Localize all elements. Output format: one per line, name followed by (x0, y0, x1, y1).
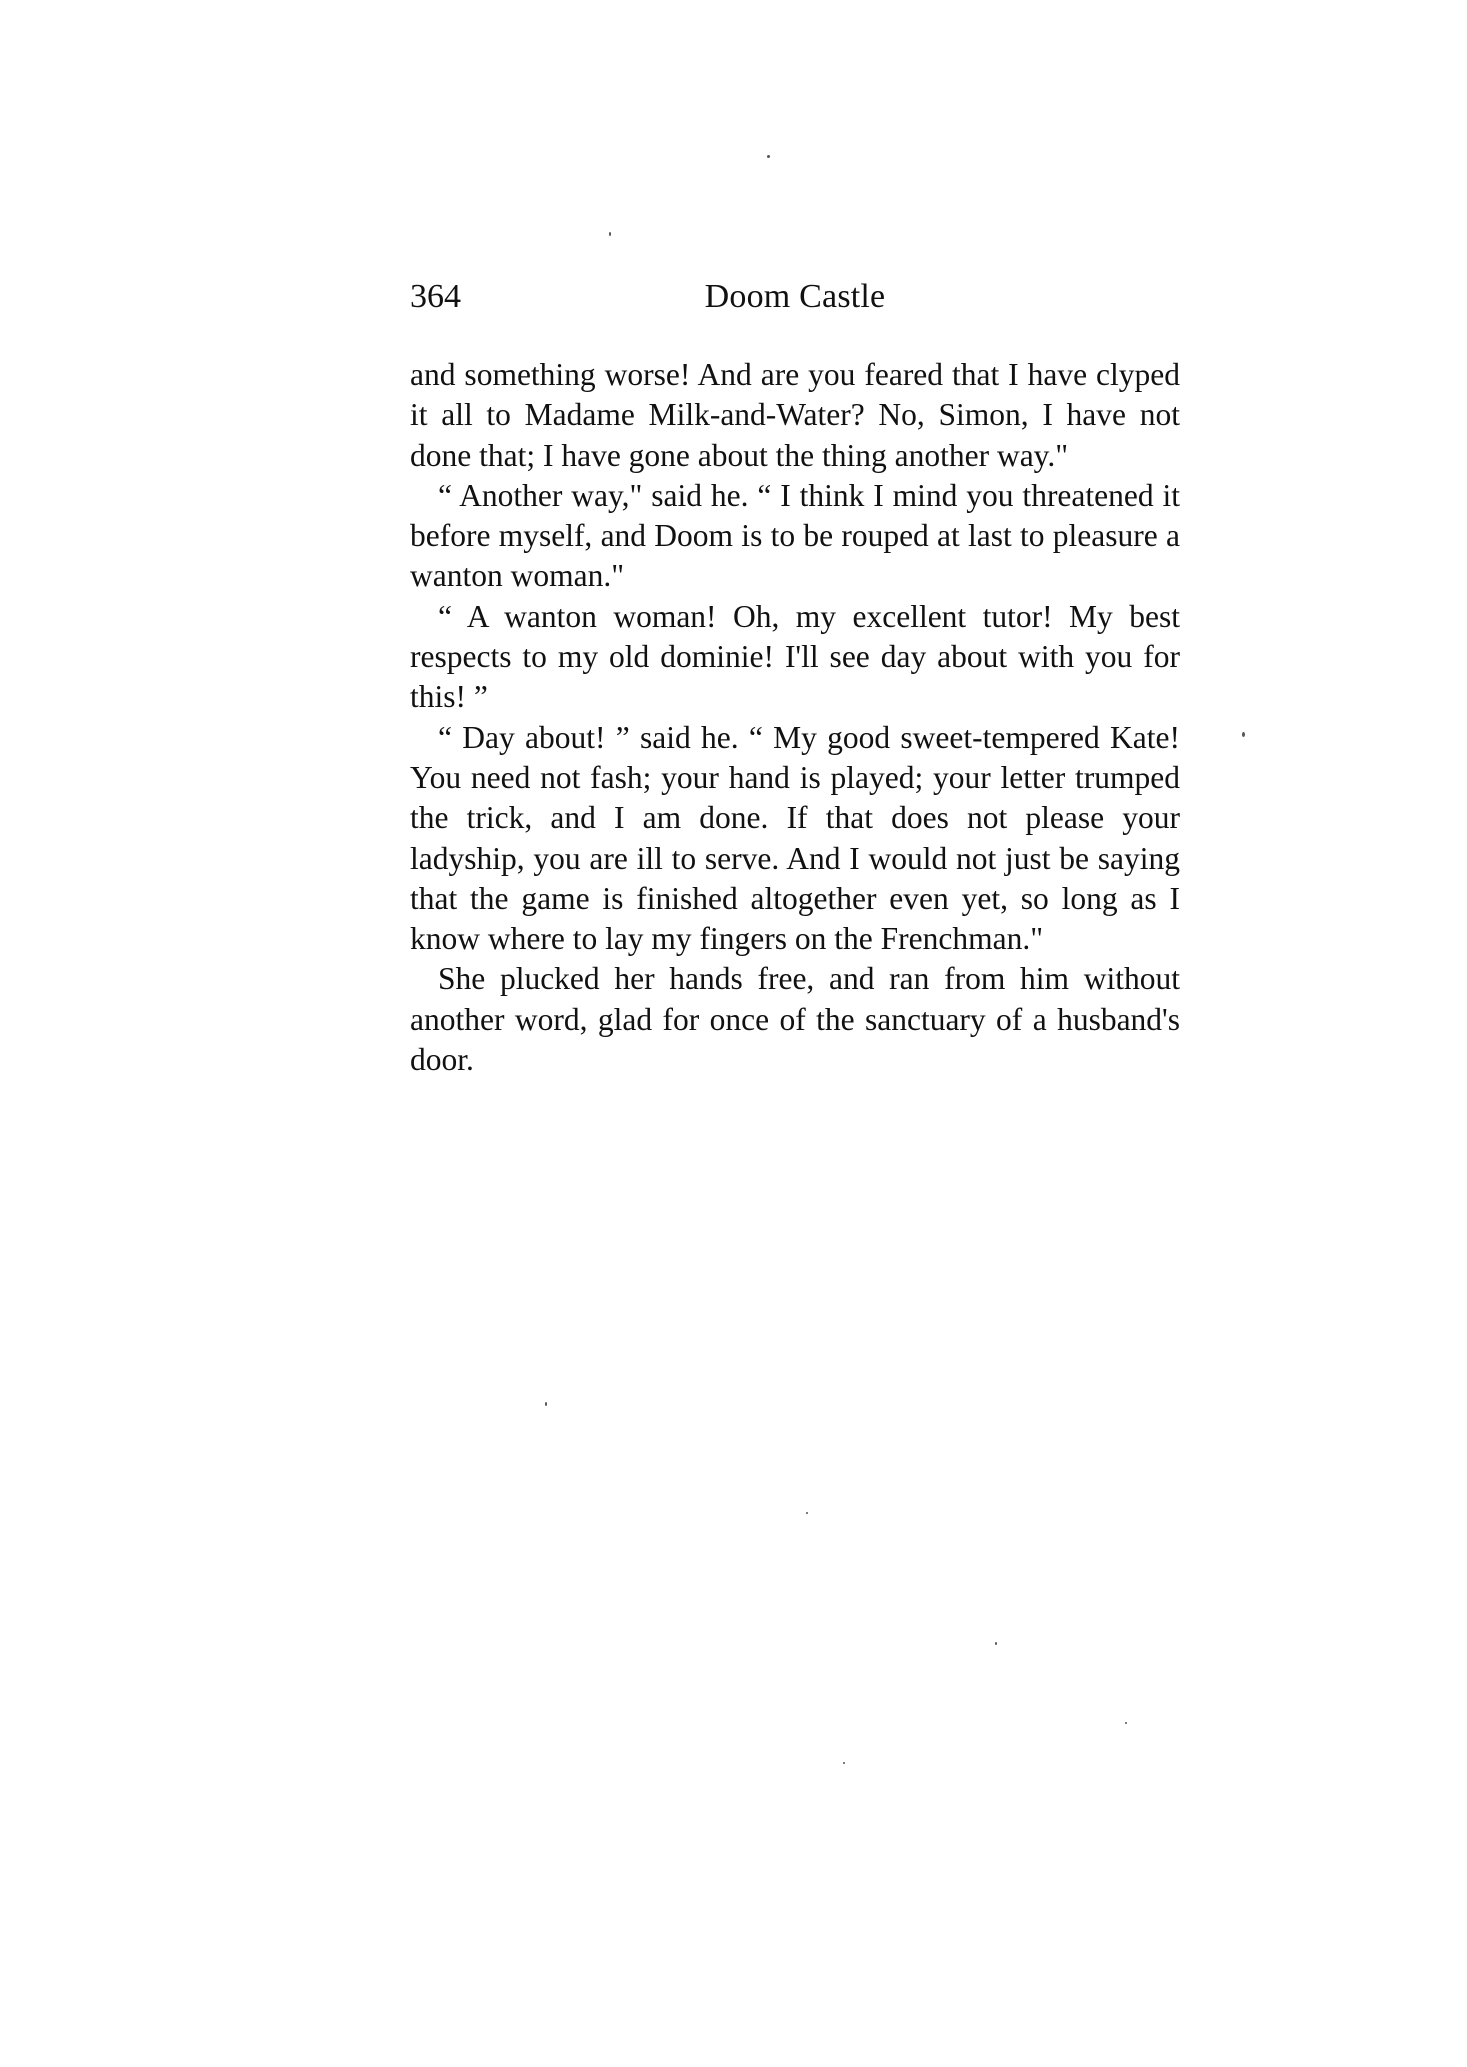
paragraph-2: “ Another way," said he. “ I think I mind you threatened it before myself, and Doom is to be rouped at last to pleasure a wanton woman." (410, 477, 1180, 594)
scan-speck (843, 1762, 845, 1764)
paragraph-3: “ A wanton woman! Oh, my excellent tutor! My best respects to my old dominie! I'll see day about with you for this! ” (410, 598, 1180, 715)
scan-speck (767, 155, 770, 158)
paragraph-1: and something worse! And are you feared that I have clyped it all to Madame Milk-and-Water? No, Simon, I have not done that; I have gone about the thing another way." (410, 357, 1180, 473)
scan-speck (995, 1642, 997, 1645)
scan-speck (609, 232, 611, 236)
scan-speck (545, 1402, 547, 1406)
paragraph-5: She plucked her hands free, and ran from him without another word, glad for once of the sanctuary of a husband's door. (410, 961, 1180, 1078)
paragraph-4: “ Day about! ” said he. “ My good sweet-tempered Kate! You need not fash; your hand is played; your letter trumped the trick, and I am done. If that does not please your ladyship, you are ill to serve. And I would not just be saying that the game is finished altogether even yet, so long as I know where to lay my fingers on the Frenchman." (410, 719, 1180, 957)
scan-speck (1242, 732, 1245, 737)
scan-speck (806, 1512, 808, 1514)
running-title: Doom Castle (704, 278, 886, 315)
page-number: 364 (410, 278, 461, 315)
scan-speck (1125, 1722, 1127, 1724)
page-header (410, 272, 1180, 322)
body-text (410, 355, 1180, 1080)
